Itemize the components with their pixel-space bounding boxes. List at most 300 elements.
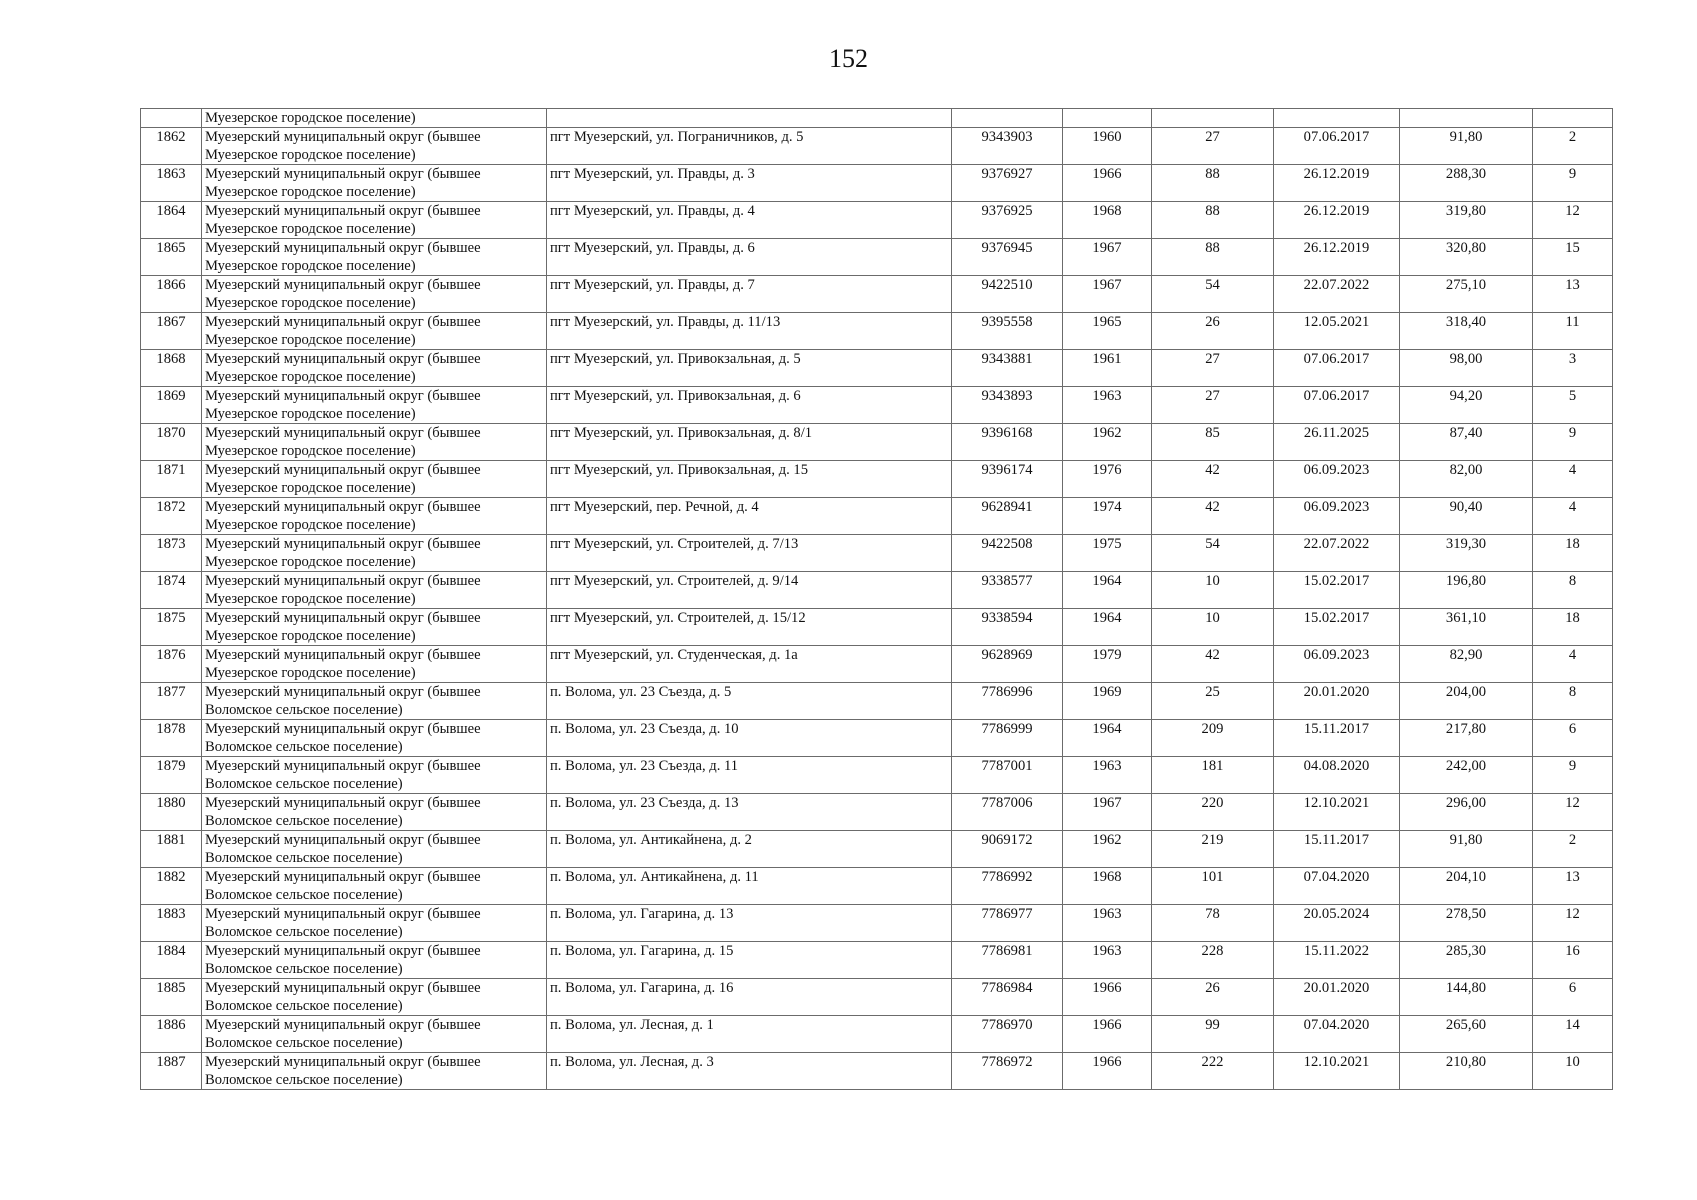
year-cell: 1968: [1063, 202, 1152, 239]
table-row: [141, 1053, 1613, 1090]
table-row: [141, 683, 1613, 720]
area-cell: 91,80: [1400, 831, 1533, 868]
municipality-cell: [202, 350, 547, 387]
municipality-line: Воломское сельское поселение): [205, 998, 403, 1014]
address-cell: п. Волома, ул. Антикайнена, д. 11: [547, 868, 952, 905]
table-row: [141, 202, 1613, 239]
units-cell: 11: [1533, 313, 1613, 350]
area-cell: 320,80: [1400, 239, 1533, 276]
code-cell: 9422510: [952, 276, 1063, 313]
code-cell: 9628941: [952, 498, 1063, 535]
address-cell: пгт Муезерский, ул. Строителей, д. 7/13: [547, 535, 952, 572]
year-cell: 1964: [1063, 609, 1152, 646]
municipality-line: Муезерский муниципальный округ (бывшее: [205, 758, 481, 774]
municipality-line: Муезерское городское поселение): [205, 221, 416, 237]
code-cell: 9343903: [952, 128, 1063, 165]
municipality-line: Муезерское городское поселение): [205, 406, 416, 422]
code-cell: 9343881: [952, 350, 1063, 387]
year-cell: 1964: [1063, 720, 1152, 757]
count-cell: 10: [1152, 609, 1274, 646]
area-cell: 275,10: [1400, 276, 1533, 313]
year-cell: 1962: [1063, 424, 1152, 461]
housing-registry-table: [140, 108, 1613, 1090]
date-cell: 12.10.2021: [1274, 794, 1400, 831]
row-number-cell: 1878: [141, 720, 202, 757]
area-cell: 319,30: [1400, 535, 1533, 572]
municipality-cell: [202, 905, 547, 942]
municipality-line: Воломское сельское поселение): [205, 813, 403, 829]
units-cell: 5: [1533, 387, 1613, 424]
municipality-line: Муезерский муниципальный округ (бывшее: [205, 203, 481, 219]
address-cell: пгт Муезерский, пер. Речной, д. 4: [547, 498, 952, 535]
row-number-cell: [141, 109, 202, 128]
municipality-line: Муезерское городское поселение): [205, 295, 416, 311]
date-cell: 22.07.2022: [1274, 535, 1400, 572]
row-number-cell: 1870: [141, 424, 202, 461]
municipality-line: Муезерский муниципальный округ (бывшее: [205, 795, 481, 811]
units-cell: 6: [1533, 979, 1613, 1016]
count-cell: 26: [1152, 313, 1274, 350]
date-cell: 04.08.2020: [1274, 757, 1400, 794]
date-cell: 06.09.2023: [1274, 498, 1400, 535]
date-cell: 26.12.2019: [1274, 239, 1400, 276]
row-number-cell: 1862: [141, 128, 202, 165]
address-cell: пгт Муезерский, ул. Привокзальная, д. 6: [547, 387, 952, 424]
municipality-line: Муезерское городское поселение): [205, 628, 416, 644]
municipality-line: Муезерское городское поселение): [205, 110, 416, 126]
municipality-line: Воломское сельское поселение): [205, 850, 403, 866]
units-cell: 10: [1533, 1053, 1613, 1090]
municipality-cell: [202, 720, 547, 757]
year-cell: 1966: [1063, 1053, 1152, 1090]
row-number-cell: 1871: [141, 461, 202, 498]
municipality-line: Воломское сельское поселение): [205, 702, 403, 718]
date-cell: 06.09.2023: [1274, 646, 1400, 683]
area-cell: 361,10: [1400, 609, 1533, 646]
table-row: [141, 572, 1613, 609]
code-cell: 9376945: [952, 239, 1063, 276]
count-cell: 78: [1152, 905, 1274, 942]
table-row: [141, 1016, 1613, 1053]
area-cell: 210,80: [1400, 1053, 1533, 1090]
count-cell: 85: [1152, 424, 1274, 461]
count-cell: 222: [1152, 1053, 1274, 1090]
units-cell: 4: [1533, 498, 1613, 535]
code-cell: 9422508: [952, 535, 1063, 572]
area-cell: 91,80: [1400, 128, 1533, 165]
address-cell: [547, 109, 952, 128]
municipality-line: Муезерский муниципальный округ (бывшее: [205, 980, 481, 996]
year-cell: 1963: [1063, 387, 1152, 424]
code-cell: [952, 109, 1063, 128]
municipality-line: Муезерский муниципальный округ (бывшее: [205, 314, 481, 330]
municipality-line: Муезерский муниципальный округ (бывшее: [205, 610, 481, 626]
row-number-cell: 1880: [141, 794, 202, 831]
municipality-line: Муезерское городское поселение): [205, 443, 416, 459]
date-cell: 07.06.2017: [1274, 387, 1400, 424]
year-cell: 1963: [1063, 905, 1152, 942]
address-cell: пгт Муезерский, ул. Правды, д. 11/13: [547, 313, 952, 350]
table-row: [141, 794, 1613, 831]
year-cell: 1967: [1063, 794, 1152, 831]
address-cell: пгт Муезерский, ул. Пограничников, д. 5: [547, 128, 952, 165]
year-cell: 1964: [1063, 572, 1152, 609]
code-cell: 7787006: [952, 794, 1063, 831]
code-cell: 9395558: [952, 313, 1063, 350]
date-cell: 20.01.2020: [1274, 683, 1400, 720]
municipality-line: Воломское сельское поселение): [205, 739, 403, 755]
municipality-line: Муезерский муниципальный округ (бывшее: [205, 277, 481, 293]
date-cell: 26.11.2025: [1274, 424, 1400, 461]
municipality-cell: [202, 1016, 547, 1053]
date-cell: [1274, 109, 1400, 128]
municipality-line: Муезерское городское поселение): [205, 369, 416, 385]
municipality-cell: [202, 239, 547, 276]
address-cell: п. Волома, ул. Гагарина, д. 16: [547, 979, 952, 1016]
municipality-line: Муезерское городское поселение): [205, 480, 416, 496]
row-number-cell: 1869: [141, 387, 202, 424]
code-cell: 9338577: [952, 572, 1063, 609]
units-cell: 14: [1533, 1016, 1613, 1053]
area-cell: 318,40: [1400, 313, 1533, 350]
table-row: [141, 868, 1613, 905]
date-cell: 15.02.2017: [1274, 609, 1400, 646]
year-cell: 1960: [1063, 128, 1152, 165]
units-cell: 13: [1533, 276, 1613, 313]
municipality-cell: [202, 683, 547, 720]
table-row: [141, 461, 1613, 498]
row-number-cell: 1872: [141, 498, 202, 535]
units-cell: 9: [1533, 424, 1613, 461]
area-cell: 87,40: [1400, 424, 1533, 461]
row-number-cell: 1866: [141, 276, 202, 313]
municipality-line: Муезерское городское поселение): [205, 591, 416, 607]
code-cell: 7786972: [952, 1053, 1063, 1090]
year-cell: 1965: [1063, 313, 1152, 350]
year-cell: 1967: [1063, 276, 1152, 313]
row-number-cell: 1868: [141, 350, 202, 387]
units-cell: 16: [1533, 942, 1613, 979]
address-cell: пгт Муезерский, ул. Правды, д. 3: [547, 165, 952, 202]
count-cell: 54: [1152, 276, 1274, 313]
address-cell: пгт Муезерский, ул. Студенческая, д. 1а: [547, 646, 952, 683]
municipality-line: Муезерский муниципальный округ (бывшее: [205, 906, 481, 922]
address-cell: пгт Муезерский, ул. Строителей, д. 9/14: [547, 572, 952, 609]
address-cell: п. Волома, ул. Гагарина, д. 15: [547, 942, 952, 979]
area-cell: 144,80: [1400, 979, 1533, 1016]
code-cell: 7786984: [952, 979, 1063, 1016]
date-cell: 07.06.2017: [1274, 128, 1400, 165]
municipality-line: Муезерское городское поселение): [205, 147, 416, 163]
municipality-cell: [202, 461, 547, 498]
table-row: [141, 239, 1613, 276]
area-cell: 242,00: [1400, 757, 1533, 794]
address-cell: пгт Муезерский, ул. Привокзальная, д. 8/1: [547, 424, 952, 461]
municipality-line: Муезерское городское поселение): [205, 665, 416, 681]
municipality-line: Муезерский муниципальный округ (бывшее: [205, 462, 481, 478]
units-cell: 12: [1533, 794, 1613, 831]
code-cell: 9396168: [952, 424, 1063, 461]
date-cell: 07.06.2017: [1274, 350, 1400, 387]
municipality-cell: [202, 942, 547, 979]
code-cell: 7786999: [952, 720, 1063, 757]
table-row: [141, 535, 1613, 572]
code-cell: 7786981: [952, 942, 1063, 979]
municipality-line: Муезерский муниципальный округ (бывшее: [205, 1017, 481, 1033]
municipality-cell: [202, 498, 547, 535]
municipality-line: Муезерский муниципальный округ (бывшее: [205, 869, 481, 885]
date-cell: 07.04.2020: [1274, 1016, 1400, 1053]
municipality-cell: [202, 276, 547, 313]
municipality-line: Муезерский муниципальный округ (бывшее: [205, 832, 481, 848]
municipality-line: Муезерский муниципальный округ (бывшее: [205, 536, 481, 552]
count-cell: 27: [1152, 387, 1274, 424]
municipality-line: Муезерский муниципальный округ (бывшее: [205, 240, 481, 256]
count-cell: 42: [1152, 461, 1274, 498]
row-number-cell: 1876: [141, 646, 202, 683]
table-row: [141, 979, 1613, 1016]
year-cell: 1967: [1063, 239, 1152, 276]
count-cell: 27: [1152, 350, 1274, 387]
row-number-cell: 1865: [141, 239, 202, 276]
area-cell: 204,10: [1400, 868, 1533, 905]
municipality-line: Воломское сельское поселение): [205, 887, 403, 903]
year-cell: 1975: [1063, 535, 1152, 572]
date-cell: 12.05.2021: [1274, 313, 1400, 350]
year-cell: 1974: [1063, 498, 1152, 535]
date-cell: 06.09.2023: [1274, 461, 1400, 498]
area-cell: 288,30: [1400, 165, 1533, 202]
count-cell: [1152, 109, 1274, 128]
municipality-cell: [202, 109, 547, 128]
area-cell: 265,60: [1400, 1016, 1533, 1053]
year-cell: 1962: [1063, 831, 1152, 868]
address-cell: пгт Муезерский, ул. Правды, д. 7: [547, 276, 952, 313]
address-cell: п. Волома, ул. 23 Съезда, д. 11: [547, 757, 952, 794]
address-cell: пгт Муезерский, ул. Правды, д. 6: [547, 239, 952, 276]
units-cell: [1533, 109, 1613, 128]
code-cell: 9396174: [952, 461, 1063, 498]
area-cell: 94,20: [1400, 387, 1533, 424]
row-number-cell: 1885: [141, 979, 202, 1016]
year-cell: 1961: [1063, 350, 1152, 387]
count-cell: 181: [1152, 757, 1274, 794]
count-cell: 25: [1152, 683, 1274, 720]
address-cell: пгт Муезерский, ул. Привокзальная, д. 15: [547, 461, 952, 498]
count-cell: 54: [1152, 535, 1274, 572]
count-cell: 219: [1152, 831, 1274, 868]
municipality-line: Муезерский муниципальный округ (бывшее: [205, 573, 481, 589]
municipality-line: Муезерский муниципальный округ (бывшее: [205, 351, 481, 367]
year-cell: [1063, 109, 1152, 128]
municipality-cell: [202, 646, 547, 683]
table-row: [141, 757, 1613, 794]
address-cell: п. Волома, ул. Гагарина, д. 13: [547, 905, 952, 942]
count-cell: 101: [1152, 868, 1274, 905]
row-number-cell: 1881: [141, 831, 202, 868]
units-cell: 4: [1533, 646, 1613, 683]
row-number-cell: 1887: [141, 1053, 202, 1090]
count-cell: 88: [1152, 239, 1274, 276]
municipality-line: Муезерский муниципальный округ (бывшее: [205, 943, 481, 959]
year-cell: 1979: [1063, 646, 1152, 683]
row-number-cell: 1867: [141, 313, 202, 350]
year-cell: 1963: [1063, 757, 1152, 794]
table-row: [141, 720, 1613, 757]
municipality-cell: [202, 979, 547, 1016]
row-number-cell: 1879: [141, 757, 202, 794]
units-cell: 2: [1533, 831, 1613, 868]
municipality-cell: [202, 831, 547, 868]
row-number-cell: 1863: [141, 165, 202, 202]
row-number-cell: 1883: [141, 905, 202, 942]
year-cell: 1966: [1063, 979, 1152, 1016]
area-cell: 82,90: [1400, 646, 1533, 683]
municipality-cell: [202, 535, 547, 572]
municipality-line: Воломское сельское поселение): [205, 776, 403, 792]
code-cell: 9376925: [952, 202, 1063, 239]
year-cell: 1968: [1063, 868, 1152, 905]
code-cell: 7786970: [952, 1016, 1063, 1053]
count-cell: 42: [1152, 498, 1274, 535]
code-cell: 7786977: [952, 905, 1063, 942]
table-row: [141, 942, 1613, 979]
municipality-line: Муезерский муниципальный округ (бывшее: [205, 1054, 481, 1070]
table-row: [141, 609, 1613, 646]
row-number-cell: 1873: [141, 535, 202, 572]
area-cell: 204,00: [1400, 683, 1533, 720]
area-cell: 285,30: [1400, 942, 1533, 979]
units-cell: 13: [1533, 868, 1613, 905]
row-number-cell: 1877: [141, 683, 202, 720]
municipality-line: Муезерское городское поселение): [205, 258, 416, 274]
code-cell: 9376927: [952, 165, 1063, 202]
date-cell: 12.10.2021: [1274, 1053, 1400, 1090]
table-row: [141, 387, 1613, 424]
units-cell: 9: [1533, 757, 1613, 794]
date-cell: 15.02.2017: [1274, 572, 1400, 609]
code-cell: 7787001: [952, 757, 1063, 794]
municipality-line: Муезерское городское поселение): [205, 332, 416, 348]
date-cell: 20.01.2020: [1274, 979, 1400, 1016]
table-row: [141, 905, 1613, 942]
units-cell: 12: [1533, 905, 1613, 942]
address-cell: п. Волома, ул. Лесная, д. 1: [547, 1016, 952, 1053]
units-cell: 15: [1533, 239, 1613, 276]
count-cell: 88: [1152, 165, 1274, 202]
date-cell: 26.12.2019: [1274, 165, 1400, 202]
municipality-cell: [202, 609, 547, 646]
municipality-line: Муезерский муниципальный округ (бывшее: [205, 721, 481, 737]
area-cell: 217,80: [1400, 720, 1533, 757]
area-cell: [1400, 109, 1533, 128]
count-cell: 88: [1152, 202, 1274, 239]
date-cell: 15.11.2017: [1274, 831, 1400, 868]
row-number-cell: 1875: [141, 609, 202, 646]
code-cell: 7786996: [952, 683, 1063, 720]
units-cell: 18: [1533, 535, 1613, 572]
table-row: [141, 831, 1613, 868]
municipality-line: Муезерское городское поселение): [205, 184, 416, 200]
units-cell: 8: [1533, 683, 1613, 720]
table-row: [141, 128, 1613, 165]
municipality-cell: [202, 424, 547, 461]
area-cell: 278,50: [1400, 905, 1533, 942]
municipality-line: Воломское сельское поселение): [205, 1072, 403, 1088]
municipality-line: Воломское сельское поселение): [205, 1035, 403, 1051]
year-cell: 1976: [1063, 461, 1152, 498]
municipality-line: Муезерский муниципальный округ (бывшее: [205, 499, 481, 515]
municipality-line: Муезерский муниципальный округ (бывшее: [205, 166, 481, 182]
row-number-cell: 1864: [141, 202, 202, 239]
address-cell: п. Волома, ул. 23 Съезда, д. 13: [547, 794, 952, 831]
count-cell: 26: [1152, 979, 1274, 1016]
table-row: [141, 424, 1613, 461]
table-row: [141, 276, 1613, 313]
municipality-cell: [202, 313, 547, 350]
units-cell: 18: [1533, 609, 1613, 646]
area-cell: 196,80: [1400, 572, 1533, 609]
date-cell: 22.07.2022: [1274, 276, 1400, 313]
municipality-cell: [202, 868, 547, 905]
municipality-line: Муезерский муниципальный округ (бывшее: [205, 129, 481, 145]
table-row: [141, 350, 1613, 387]
address-cell: п. Волома, ул. Лесная, д. 3: [547, 1053, 952, 1090]
municipality-line: Муезерский муниципальный округ (бывшее: [205, 425, 481, 441]
units-cell: 12: [1533, 202, 1613, 239]
municipality-cell: [202, 202, 547, 239]
units-cell: 9: [1533, 165, 1613, 202]
table-row: [141, 646, 1613, 683]
municipality-line: Муезерский муниципальный округ (бывшее: [205, 388, 481, 404]
row-number-cell: 1884: [141, 942, 202, 979]
year-cell: 1969: [1063, 683, 1152, 720]
address-cell: п. Волома, ул. 23 Съезда, д. 10: [547, 720, 952, 757]
date-cell: 15.11.2022: [1274, 942, 1400, 979]
municipality-line: Воломское сельское поселение): [205, 924, 403, 940]
municipality-line: Воломское сельское поселение): [205, 961, 403, 977]
area-cell: 90,40: [1400, 498, 1533, 535]
area-cell: 82,00: [1400, 461, 1533, 498]
address-cell: пгт Муезерский, ул. Правды, д. 4: [547, 202, 952, 239]
count-cell: 228: [1152, 942, 1274, 979]
year-cell: 1966: [1063, 1016, 1152, 1053]
date-cell: 26.12.2019: [1274, 202, 1400, 239]
date-cell: 15.11.2017: [1274, 720, 1400, 757]
code-cell: 9628969: [952, 646, 1063, 683]
year-cell: 1966: [1063, 165, 1152, 202]
count-cell: 10: [1152, 572, 1274, 609]
address-cell: пгт Муезерский, ул. Строителей, д. 15/12: [547, 609, 952, 646]
municipality-line: Муезерское городское поселение): [205, 554, 416, 570]
address-cell: п. Волома, ул. Антикайнена, д. 2: [547, 831, 952, 868]
page-number: 152: [829, 44, 868, 73]
units-cell: 3: [1533, 350, 1613, 387]
units-cell: 8: [1533, 572, 1613, 609]
code-cell: 7786992: [952, 868, 1063, 905]
continuation-row: [141, 109, 1613, 128]
table-row: [141, 313, 1613, 350]
count-cell: 220: [1152, 794, 1274, 831]
code-cell: 9069172: [952, 831, 1063, 868]
municipality-cell: [202, 387, 547, 424]
row-number-cell: 1882: [141, 868, 202, 905]
area-cell: 319,80: [1400, 202, 1533, 239]
area-cell: 98,00: [1400, 350, 1533, 387]
municipality-cell: [202, 1053, 547, 1090]
date-cell: 20.05.2024: [1274, 905, 1400, 942]
municipality-line: Муезерское городское поселение): [205, 517, 416, 533]
